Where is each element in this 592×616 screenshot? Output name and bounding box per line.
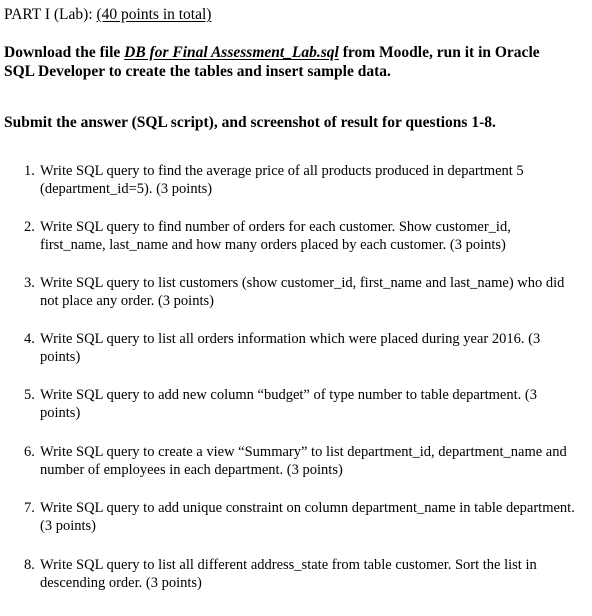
- question-text: Write SQL query to add unique constraint on column department_name in table department. (3 points): [40, 500, 575, 534]
- question-text: Write SQL query to add new column “budget” of type number to table department. (3 points): [40, 387, 537, 421]
- question-number: 7.: [24, 500, 35, 516]
- question-text: Write SQL query to create a view “Summary” to list department_id, department_name and number of employees in each department. (3 points): [40, 444, 567, 478]
- part-heading-points: (40 points in total): [96, 6, 212, 23]
- question-text: Write SQL query to list customers (show customer_id, first_name and last_name) who did not place any order. (3 points): [40, 275, 565, 309]
- question-item: [24, 387, 580, 422]
- question-item: [24, 219, 580, 254]
- question-number: 5.: [24, 387, 35, 403]
- question-item: [24, 331, 580, 366]
- question-item: [24, 557, 580, 592]
- part-heading: [4, 5, 211, 24]
- question-number: 1.: [24, 163, 35, 179]
- question-number: 6.: [24, 444, 35, 460]
- download-text-after: from Moodle, run it in Oracle SQL Developer to create the tables and insert sample data.: [4, 44, 540, 80]
- question-item: [24, 163, 580, 198]
- question-text: Write SQL query to list all different address_state from table customer. Sort the list in descending order. (3 points): [40, 557, 537, 591]
- submit-instructions: Submit the answer (SQL script), and screenshot of result for questions 1-8.: [4, 114, 496, 131]
- download-text-before: Download the file: [4, 44, 125, 61]
- part-heading-prefix: PART I (Lab):: [4, 6, 97, 23]
- question-number: 3.: [24, 275, 35, 291]
- question-item: [24, 275, 580, 310]
- question-number: 2.: [24, 219, 35, 235]
- question-number: 4.: [24, 331, 35, 347]
- download-instructions: [4, 43, 564, 81]
- question-text: Write SQL query to find the average price of all products produced in department 5 (department_id=5). (3 points): [40, 163, 524, 197]
- sql-file-name: DB for Final Assessment_Lab.sql: [124, 44, 339, 61]
- question-text: Write SQL query to list all orders information which were placed during year 2016. (3 points): [40, 331, 541, 365]
- question-item: [24, 444, 580, 479]
- question-number: 8.: [24, 557, 35, 573]
- question-text: Write SQL query to find number of orders for each customer. Show customer_id, first_name, last_name and how many orders placed by each customer. (3 points): [40, 219, 511, 253]
- question-item: [24, 500, 580, 535]
